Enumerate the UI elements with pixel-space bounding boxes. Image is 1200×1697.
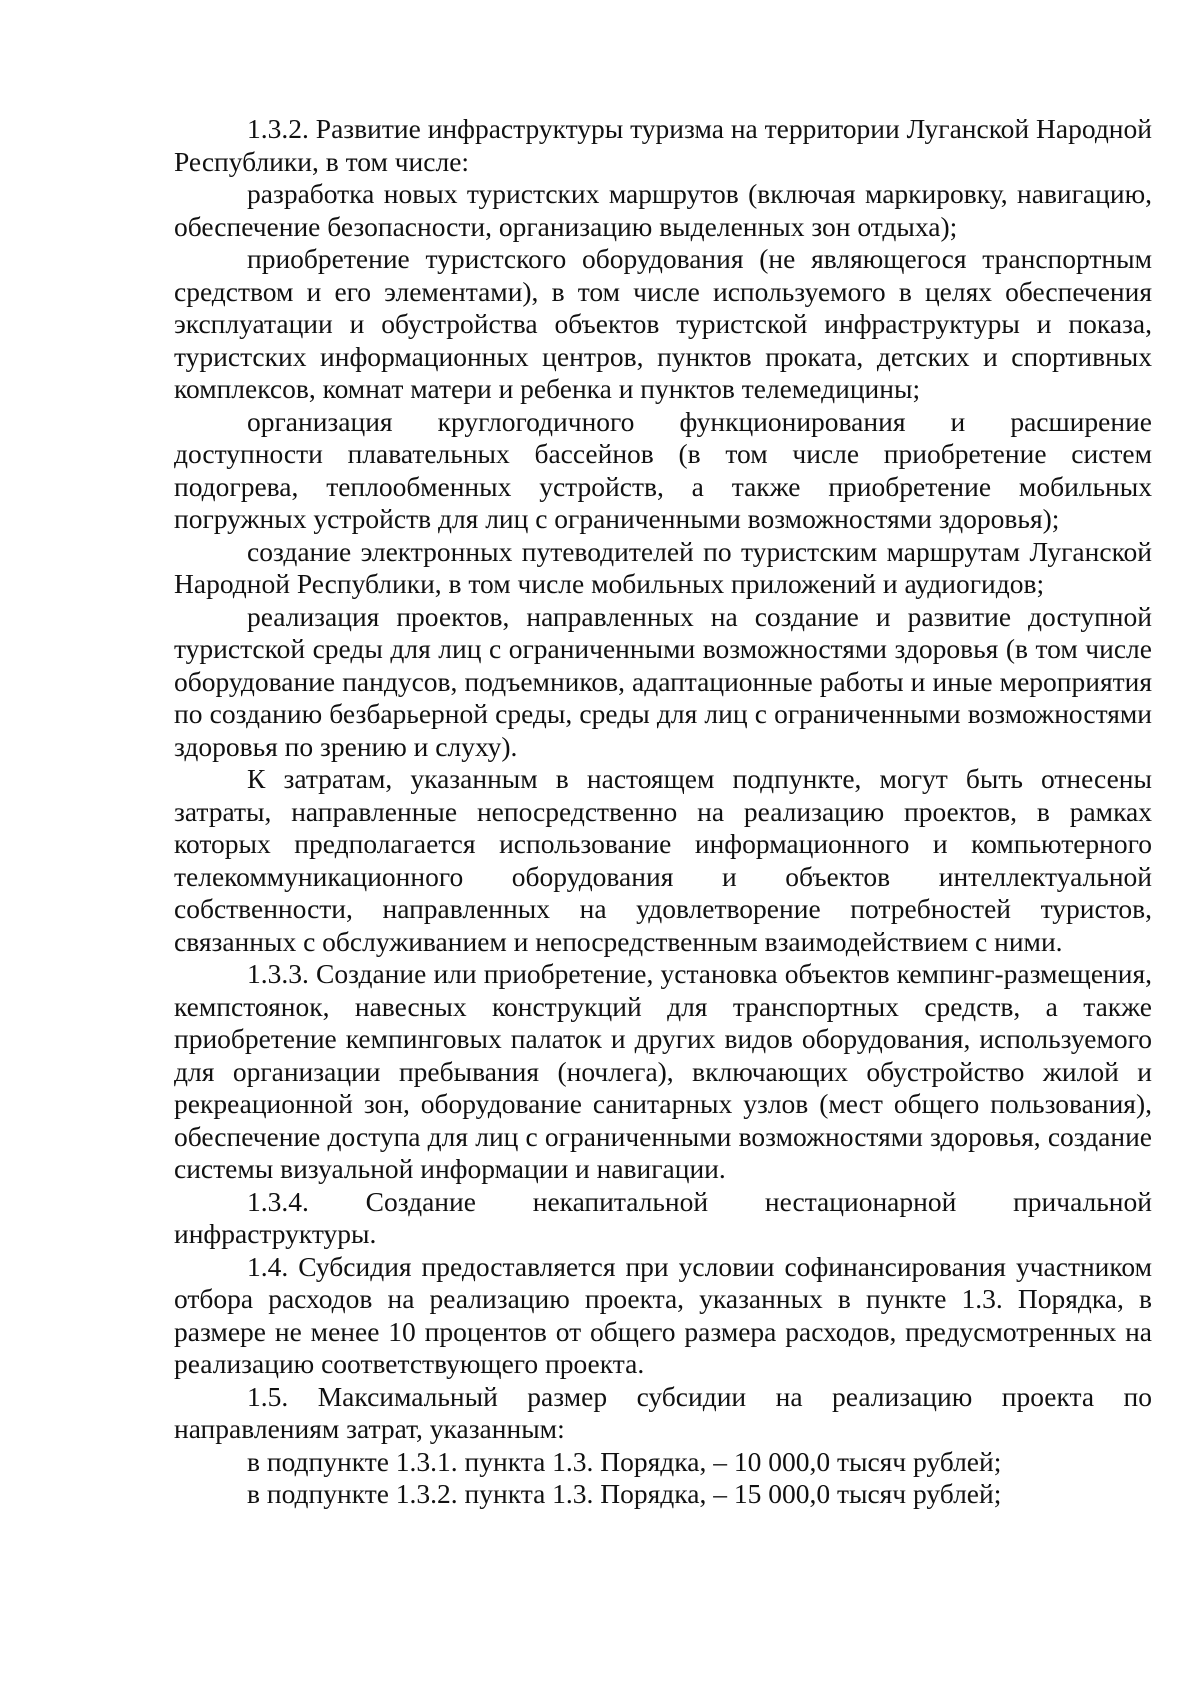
document-page <box>174 113 1152 1511</box>
paragraph-limit-1-3-2: в подпункте 1.3.2. пункта 1.3. Порядка, – 15 000,0 тысяч рублей; <box>247 1478 1002 1509</box>
paragraph-e-guides: создание электронных путеводителей по туристским маршрутам Луганской Народной Республики, в том числе мобильных приложений и аудиогидов; <box>174 535 1152 599</box>
paragraph-accessible-environment: реализация проектов, направленных на создание и развитие доступной туристской среды для лиц с ограниченными возможностями здоровья (в том числе оборудование пандусов, подъемников, адаптационные работы и иные мероприятия по созданию безбарьерной среды, среды для лиц с ограниченными возможностями здоровья по зрению и слуху). <box>174 600 1152 762</box>
paragraph-new-routes: разработка новых туристских маршрутов (включая маркировку, навигацию, обеспечение безопасности, организацию выделенных зон отдыха); <box>174 178 1152 242</box>
paragraph-1-5: 1.5. Максимальный размер субсидии на реализацию проекта по направлениям затрат, указанным: <box>174 1380 1152 1444</box>
paragraph-equipment: приобретение туристского оборудования (не являющегося транспортным средством и его элементами), в том числе используемого в целях обеспечения эксплуатации и обустройства объектов туристской инфраструктуры и показа, туристских информационных центров, пунктов проката, детских и спортивных комплексов, комнат матери и ребенка и пунктов телемедицины; <box>174 243 1152 404</box>
paragraph-1-3-4: 1.3.4. Создание некапитальной нестационарной причальной инфраструктуры. <box>174 1185 1152 1249</box>
paragraph-costs: К затратам, указанным в настоящем подпункте, могут быть отнесены затраты, направленные непосредственно на реализацию проектов, в рамках которых предполагается использование информационного и компьютерного телекоммуникационного оборудования и объектов интеллектуальной собственности, направленных на удовлетворение потребностей туристов, связанных с обслуживанием и непосредственным взаимодействием с ними. <box>174 763 1152 957</box>
paragraph-limit-1-3-1: в подпункте 1.3.1. пункта 1.3. Порядка, – 10 000,0 тысяч рублей; <box>247 1445 1002 1477</box>
paragraph-pools: организация круглогодичного функционирования и расширение доступности плавательных бассейнов (в том числе приобретение систем подогрева, теплообменных устройств, а также приобретение мобильных погружных устройств для лиц с ограниченными возможностями здоровья); <box>174 405 1152 534</box>
paragraph-1-3-3: 1.3.3. Создание или приобретение, установка объектов кемпинг-размещения, кемпстоянок, навесных конструкций для транспортных средств, а также приобретение кемпинговых палаток и других видов оборудования, используемого для организации пребывания (ночлега), включающих обустройство жилой и рекреационной зон, оборудование санитарных узлов (мест общего пользования), обеспечение доступа для лиц с ограниченными возможностями здоровья, создание системы визуальной информации и навигации. <box>174 958 1152 1184</box>
paragraph-1-4: 1.4. Субсидия предоставляется при условии софинансирования участником отбора расходов на реализацию проекта, указанных в пункте 1.3. Порядка, в размере не менее 10 процентов от общего размера расходов, предусмотренных на реализацию соответствующего проекта. <box>174 1250 1152 1379</box>
paragraph-1-3-2: 1.3.2. Развитие инфраструктуры туризма на территории Луганской Народной Республики, в том числе: <box>174 113 1152 177</box>
